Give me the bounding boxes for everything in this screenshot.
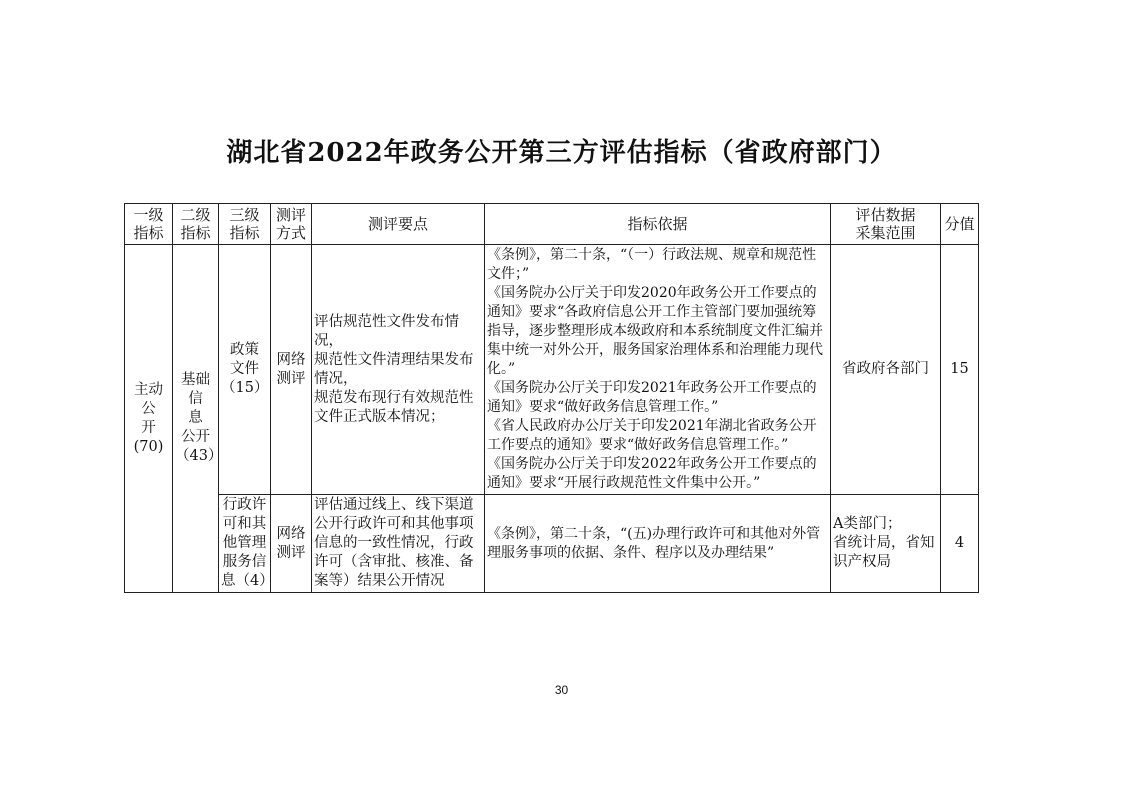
page-title: 湖北省2022年政务公开第三方评估指标（省政府部门） — [226, 138, 897, 168]
points-cell: 评估通过线上、线下渠道公开行政许可和其他事项信息的一致性情况，行政许可（含审批、核准、备案等）结果公开情况 — [312, 495, 485, 593]
header-basis: 指标依据 — [485, 204, 831, 245]
header-method: 测评 方式 — [271, 204, 312, 245]
header-points: 测评要点 — [312, 204, 485, 245]
level1-cell: 主动公 开(70) — [125, 245, 173, 593]
level3-cell: 政策 文件 （15） — [219, 245, 271, 495]
evaluation-index-table — [124, 203, 979, 593]
header-row — [125, 204, 979, 245]
scope-cell: A类部门； 省统计局，省知识产权局 — [831, 495, 941, 593]
scope-cell: 省政府各部门 — [831, 245, 941, 495]
header-level1: 一级 指标 — [125, 204, 173, 245]
header-level3: 三级 指标 — [219, 204, 271, 245]
header-score: 分值 — [941, 204, 979, 245]
basis-cell: 《条例》，第二十条，“(五)办理行政许可和其他对外管理服务事项的依据、条件、程序以及办理结果” — [485, 495, 831, 593]
basis-cell: 《条例》，第二十条，“（一）行政法规、规章和规范性文件；” 《国务院办公厅关于印发2020年政务公开工作要点的通知》要求“各政府信息公开工作主管部门要加强统筹指导，逐步整理形成本级政府和本系统制度文件汇编并集中统一对外公开，服务国家治理体系和治理能力现代化。” 《国务院办公厅关于印发2021年政务公开工作要点的通知》要求“做好政务信息管理工作。” 《省人民政府办公厅关于印发2021年湖北省政务公开工作要点的通知》要求“做好政务信息管理工作。” 《国务院办公厅关于印发2022年政务公开工作要点的通知》要求“开展行政规范性文件集中公开。” — [485, 245, 831, 495]
score-cell: 15 — [941, 245, 979, 495]
header-scope: 评估数据 采集范围 — [831, 204, 941, 245]
method-cell: 网络 测评 — [271, 495, 312, 593]
score-cell: 4 — [941, 495, 979, 593]
header-level2: 二级 指标 — [173, 204, 219, 245]
level2-cell: 基础信 息 公开 （43） — [173, 245, 219, 593]
table-row — [125, 245, 979, 495]
points-cell: 评估规范性文件发布情况， 规范性文件清理结果发布情况， 规范发布现行有效规范性文件正式版本情况； — [312, 245, 485, 495]
table-row — [125, 495, 979, 593]
method-cell: 网络 测评 — [271, 245, 312, 495]
page-number: 30 — [554, 683, 569, 697]
level3-cell: 行政许 可和其 他管理 服务信 息（4） — [219, 495, 271, 593]
